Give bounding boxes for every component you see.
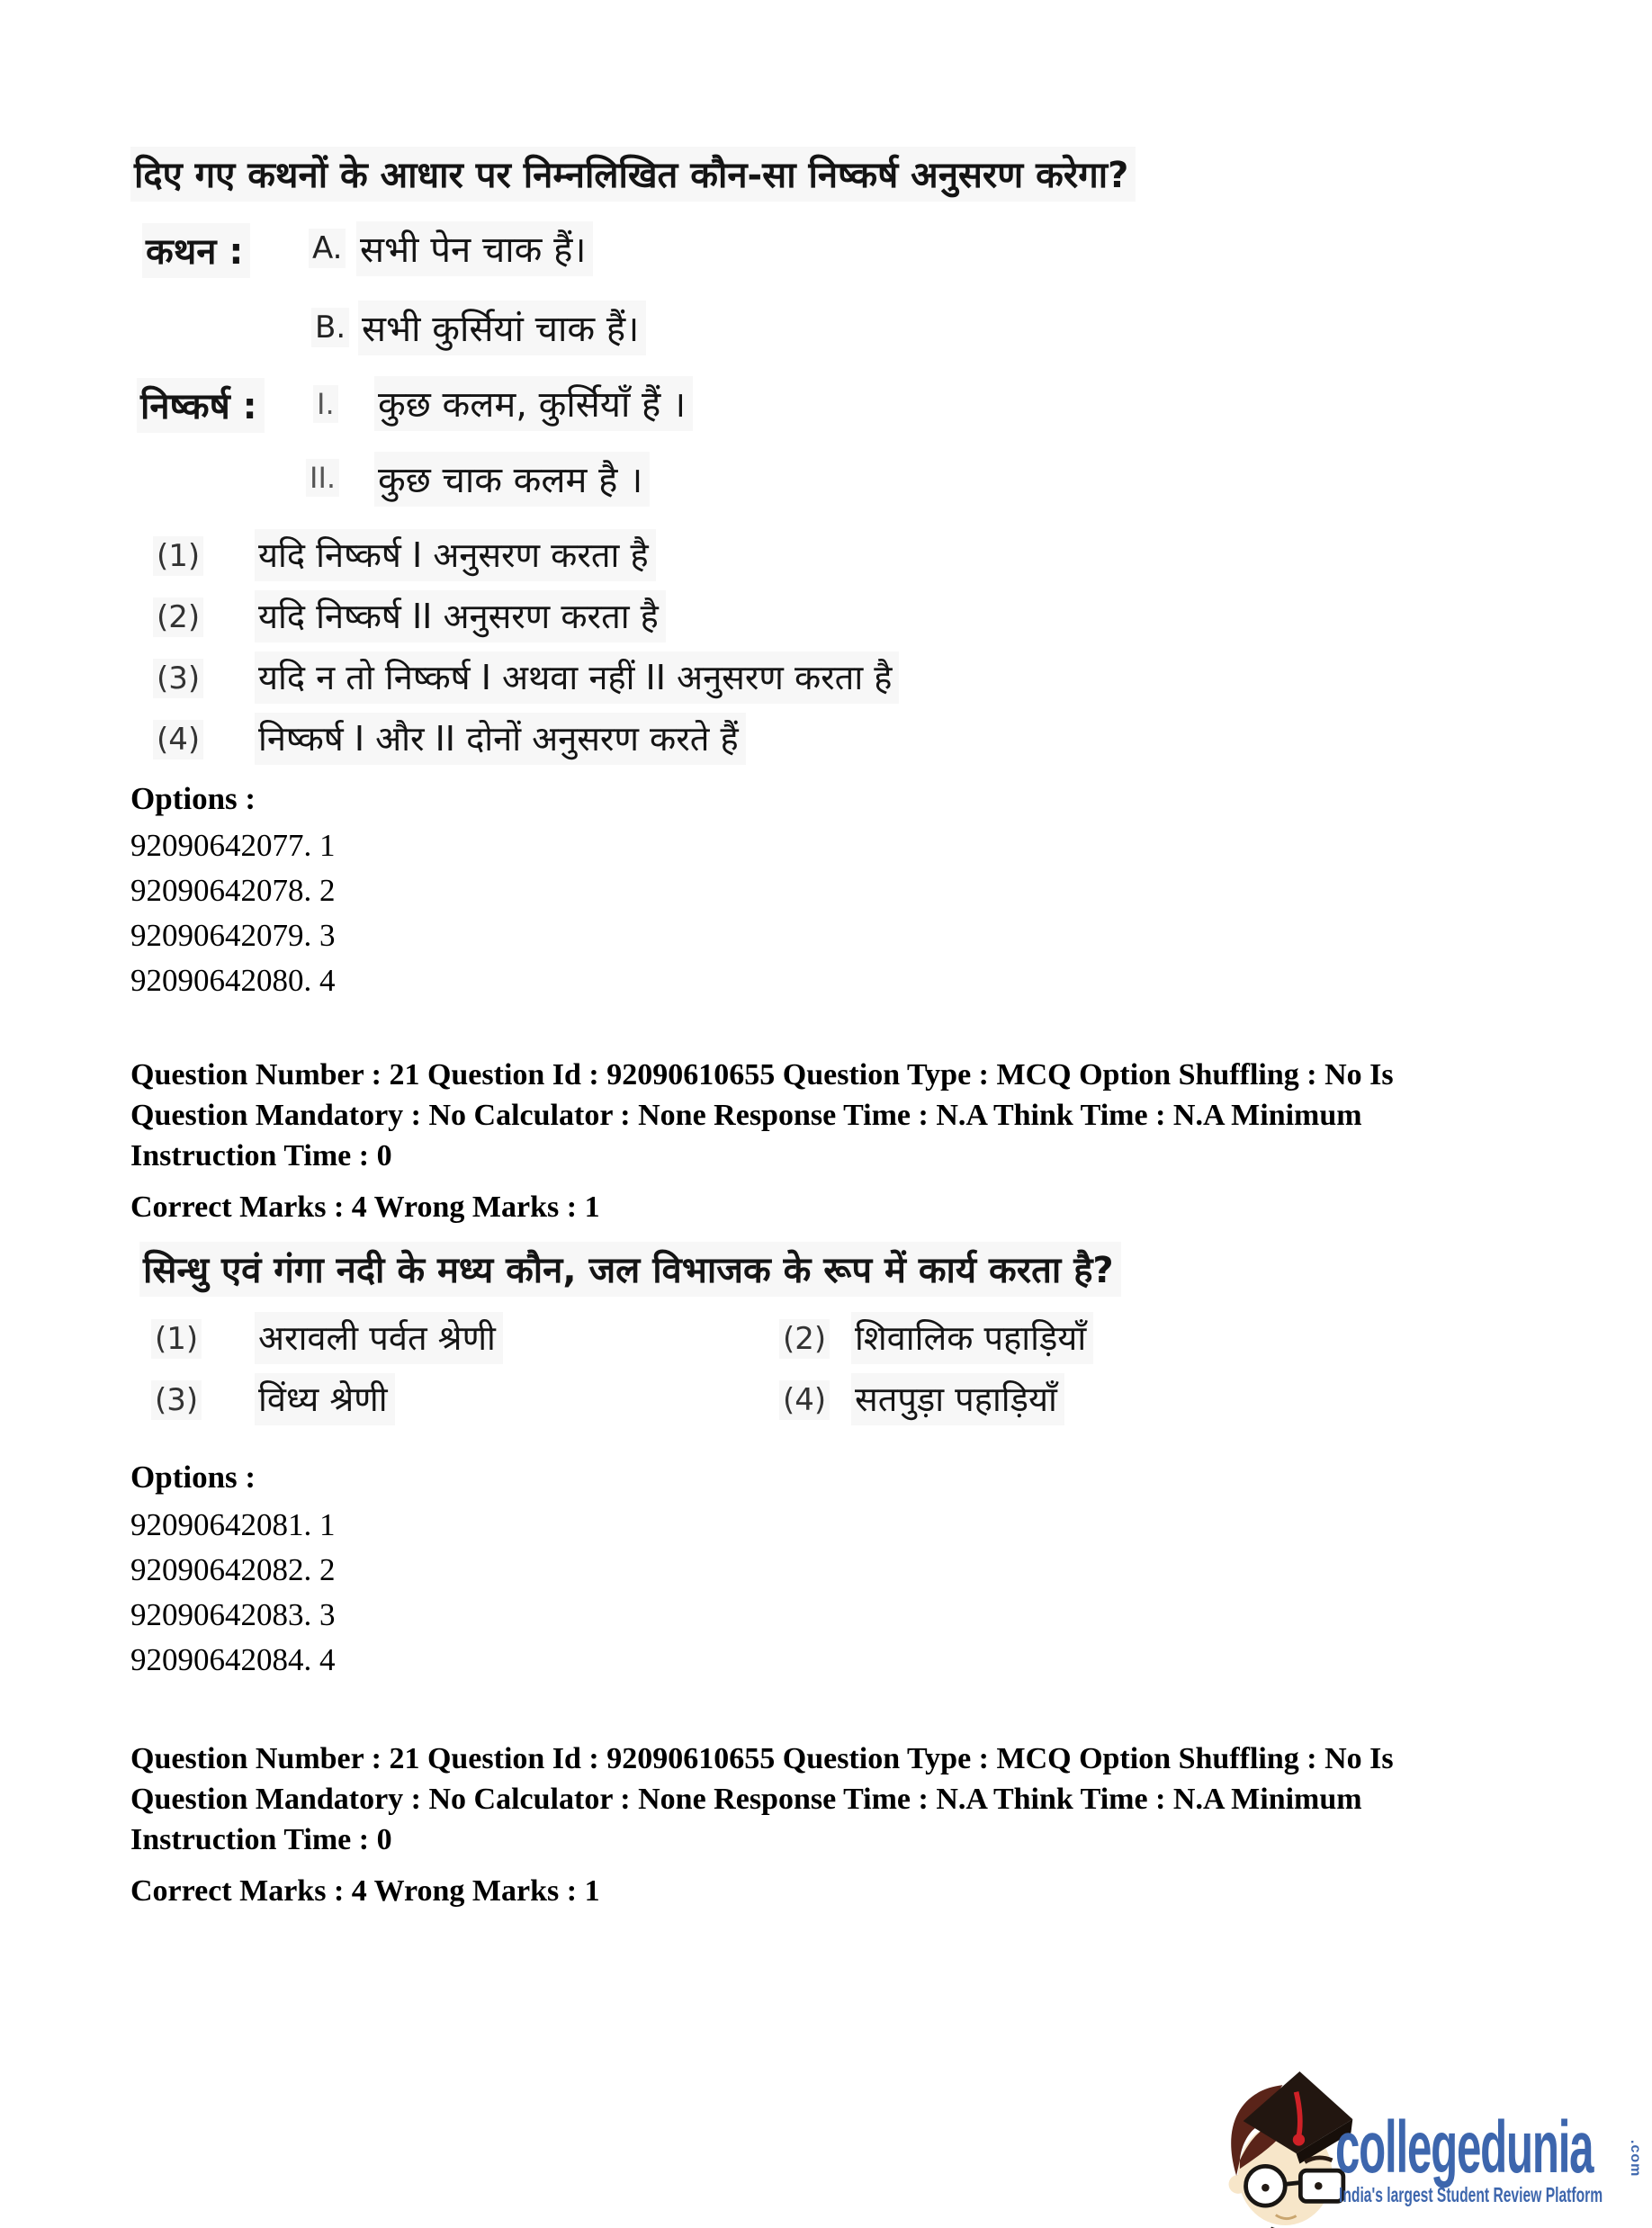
statement-b-marker: B. — [311, 308, 349, 347]
question-21-metadata-block-1 — [130, 1055, 1548, 1227]
q21-choice-4-marker: (4) — [779, 1380, 830, 1420]
statements-label: कथन : — [142, 223, 250, 278]
conclusions-label: निष्कर्ष : — [137, 378, 265, 433]
statement-b-text: सभी कुर्सियां चाक हैं। — [358, 301, 646, 355]
q20-choice-2-marker: (2) — [153, 597, 203, 637]
q20-choice-3-text: यदि न तो निष्कर्ष I अथवा नहीं II अनुसरण करता है — [255, 651, 899, 704]
collegedunia-tagline: India's largest Student Review Platform — [1339, 2183, 1603, 2206]
conclusion-1-marker: I. — [313, 385, 338, 423]
conclusion-1-text: कुछ कलम, कुर्सियाँ हैं । — [374, 376, 693, 431]
q20-choice-3-marker: (3) — [153, 659, 203, 698]
q21-option-id-1: 92090642081. 1 — [130, 1507, 336, 1542]
conclusion-2-text: कुछ चाक कलम है । — [374, 452, 650, 507]
collegedunia-wordmark: collegedunia — [1335, 2107, 1594, 2188]
meta1-line-3: Instruction Time : 0 — [130, 1139, 392, 1172]
q20-option-id-4: 92090642080. 4 — [130, 963, 336, 998]
q20-choice-1-text: यदि निष्कर्ष I अनुसरण करता है — [255, 529, 656, 581]
q21-choice-1-text: अरावली पर्वत श्रेणी — [255, 1312, 503, 1364]
q21-choice-2-text: शिवालिक पहाड़ियाँ — [851, 1312, 1093, 1364]
question-20-text: दिए गए कथनों के आधार पर निम्नलिखित कौन-सा निष्कर्ष अनुसरण करेगा? — [130, 147, 1136, 202]
meta1-marks-line: Correct Marks : 4 Wrong Marks : 1 — [130, 1190, 600, 1224]
q21-options-label: Options : — [130, 1460, 256, 1495]
conclusion-2-marker: II. — [306, 459, 339, 497]
collegedunia-dot-com: .com — [1628, 2140, 1643, 2178]
q20-choice-4-text: निष्कर्ष I और II दोनों अनुसरण करते हैं — [255, 713, 746, 765]
q21-option-id-2: 92090642082. 2 — [130, 1552, 336, 1587]
meta2-line-1: Question Number : 21 Question Id : 92090610655 Question Type : MCQ Option Shuffling : No Is — [130, 1742, 1394, 1775]
q21-choice-2-marker: (2) — [779, 1319, 830, 1359]
q21-choice-3-text: विंध्य श्रेणी — [255, 1373, 395, 1425]
q21-choice-4-text: सतपुड़ा पहाड़ियाँ — [851, 1373, 1064, 1425]
q20-options-label: Options : — [130, 781, 256, 816]
q20-choice-1-marker: (1) — [153, 536, 203, 576]
meta2-line-2: Question Mandatory : No Calculator : None Response Time : N.A Think Time : N.A Minimum — [130, 1783, 1362, 1816]
q20-option-id-1: 92090642077. 1 — [130, 828, 336, 863]
meta1-line-2: Question Mandatory : No Calculator : None Response Time : N.A Think Time : N.A Minimum — [130, 1099, 1362, 1132]
statement-a-text: सभी पेन चाक हैं। — [356, 221, 593, 276]
question-21-text: सिन्धु एवं गंगा नदी के मध्य कौन, जल विभाजक के रूप में कार्य करता है? — [139, 1242, 1121, 1297]
q21-option-id-3: 92090642083. 3 — [130, 1597, 336, 1632]
q21-choice-1-marker: (1) — [151, 1319, 202, 1359]
meta2-line-3: Instruction Time : 0 — [130, 1823, 392, 1856]
q21-option-id-4: 92090642084. 4 — [130, 1642, 336, 1677]
question-21-metadata-block-2 — [130, 1738, 1548, 1911]
q20-choice-4-marker: (4) — [153, 720, 203, 759]
q20-choice-2-text: यदि निष्कर्ष II अनुसरण करता है — [255, 590, 666, 642]
q20-option-id-3: 92090642079. 3 — [130, 918, 336, 953]
q20-option-id-2: 92090642078. 2 — [130, 873, 336, 908]
meta1-line-1: Question Number : 21 Question Id : 92090610655 Question Type : MCQ Option Shuffling : No Is — [130, 1058, 1394, 1092]
meta2-marks-line: Correct Marks : 4 Wrong Marks : 1 — [130, 1874, 600, 1908]
q21-choice-3-marker: (3) — [151, 1380, 202, 1420]
statement-a-marker: A. — [309, 229, 346, 268]
collegedunia-logo — [1217, 2053, 1652, 2228]
